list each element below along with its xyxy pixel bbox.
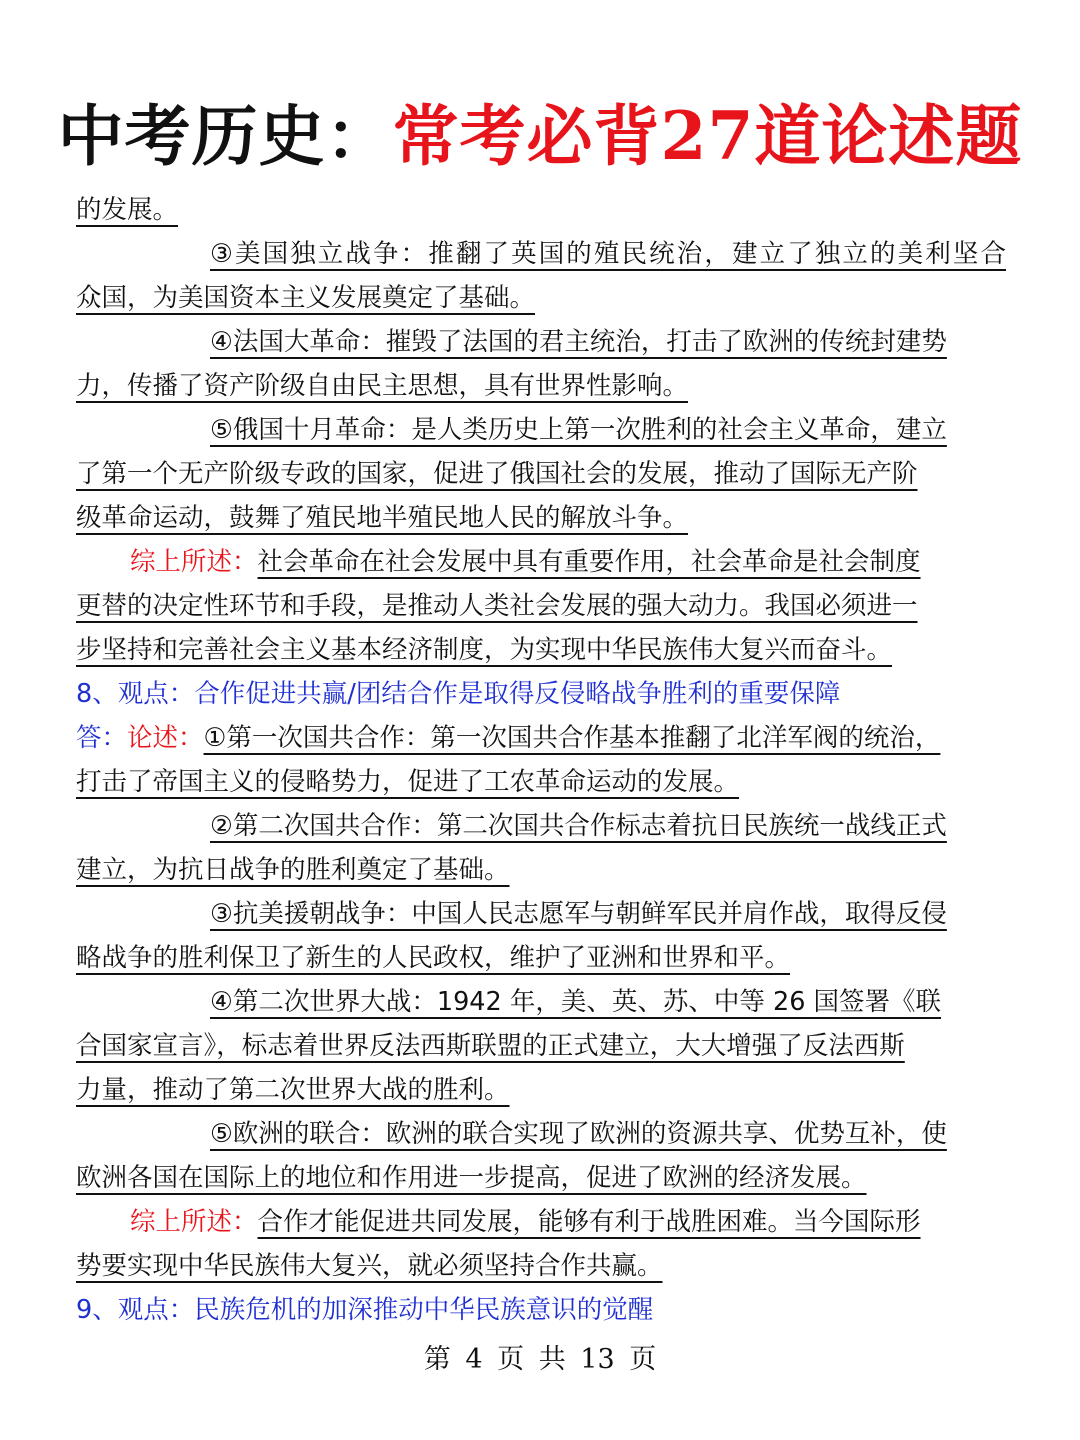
text-line [76, 804, 1006, 848]
line-text: 社会革命在社会发展中具有重要作用，社会革命是社会制度 [257, 547, 921, 577]
line-text: 略战争的胜利保卫了新生的人民政权，维护了亚洲和世界和平。 [76, 943, 791, 973]
text-line [76, 980, 1006, 1024]
line-text: 欧洲各国在国际上的地位和作用进一步提高，促进了欧洲的经济发展。 [76, 1163, 867, 1193]
discussion-label: 论述： [127, 723, 204, 753]
summary-label: 综上所述： [130, 547, 258, 577]
page-number: 第 4 页 共 13 页 [423, 1344, 657, 1375]
line-text: 更替的决定性环节和手段，是推动人类社会发展的强大动力。我国必须进一 [76, 591, 918, 621]
line-text: ④第二次世界大战：1942 年，美、英、苏、中等 26 国签署《联 [210, 987, 942, 1017]
text-line [76, 1112, 1006, 1156]
text-line [76, 320, 1006, 364]
line-text: 势要实现中华民族伟大复兴，就必须坚持合作共赢。 [76, 1251, 663, 1281]
answer-label: 答： [76, 723, 128, 753]
summary-line [76, 540, 1006, 584]
line-text: 了第一个无产阶级专政的国家，促进了俄国社会的发展，推动了国际无产阶 [76, 459, 918, 489]
text-line [76, 760, 1006, 804]
line-text: 打击了帝国主义的侵略势力，促进了工农革命运动的发展。 [76, 767, 740, 797]
text-line [76, 936, 1006, 980]
line-text: ⑤欧洲的联合：欧洲的联合实现了欧洲的资源共享、优势互补，使 [210, 1119, 947, 1149]
text-line [76, 1244, 1006, 1288]
text-line [76, 1068, 1006, 1112]
text-line [76, 276, 1006, 320]
text-line [76, 848, 1006, 892]
line-text: ①第一次国共合作：第一次国共合作基本推翻了北洋军阀的统治， [203, 723, 941, 753]
document-body [76, 188, 1006, 1332]
title-black-part: 中考历史： [57, 97, 393, 175]
title-red-part: 常考必背27道论述题 [392, 97, 1023, 175]
answer-line [76, 716, 1006, 760]
line-text: 级革命运动，鼓舞了殖民地半殖民地人民的解放斗争。 [76, 503, 689, 533]
text-line [76, 1024, 1006, 1068]
line-text: 众国，为美国资本主义发展奠定了基础。 [76, 283, 536, 313]
line-text: 力量，推动了第二次世界大战的胜利。 [76, 1075, 510, 1105]
text-line [76, 496, 1006, 540]
line-text: 的发展。 [76, 195, 179, 225]
line-text: ②第二次国共合作：第二次国共合作标志着抗日民族统一战线正式 [210, 811, 947, 841]
viewpoint-heading-9: 9、观点：民族危机的加深推动中华民族意识的觉醒 [76, 1295, 654, 1325]
text-line [76, 452, 1006, 496]
line-text: ③美国独立战争：推翻了英国的殖民统治，建立了独立的美利坚合 [210, 239, 1006, 269]
line-text: ④法国大革命：摧毁了法国的君主统治，打击了欧洲的传统封建势 [210, 327, 947, 357]
line-text: 合作才能促进共同发展，能够有利于战胜困难。当今国际形 [257, 1207, 921, 1237]
summary-label: 综上所述： [130, 1207, 258, 1237]
text-line [76, 1156, 1006, 1200]
line-text: 合国家宣言》，标志着世界反法西斯联盟的正式建立，大大增强了反法西斯 [76, 1031, 905, 1061]
line-text: ⑤俄国十月革命：是人类历史上第一次胜利的社会主义革命，建立 [210, 415, 947, 445]
text-line [76, 892, 1006, 936]
line-text: 力，传播了资产阶级自由民主思想，具有世界性影响。 [76, 371, 689, 401]
text-line [76, 364, 1006, 408]
text-line [76, 584, 1006, 628]
text-line [76, 628, 1006, 672]
line-text: 建立，为抗日战争的胜利奠定了基础。 [76, 855, 510, 885]
page-title [0, 88, 1080, 184]
text-line [76, 188, 1006, 232]
text-line [76, 232, 1006, 276]
line-text: 步坚持和完善社会主义基本经济制度，为实现中华民族伟大复兴而奋斗。 [76, 635, 893, 665]
viewpoint-heading-8: 8、观点：合作促进共赢/团结合作是取得反侵略战争胜利的重要保障 [76, 679, 841, 709]
summary-line [76, 1200, 1006, 1244]
text-line [76, 408, 1006, 452]
line-text: ③抗美援朝战争：中国人民志愿军与朝鲜军民并肩作战，取得反侵 [210, 899, 947, 929]
